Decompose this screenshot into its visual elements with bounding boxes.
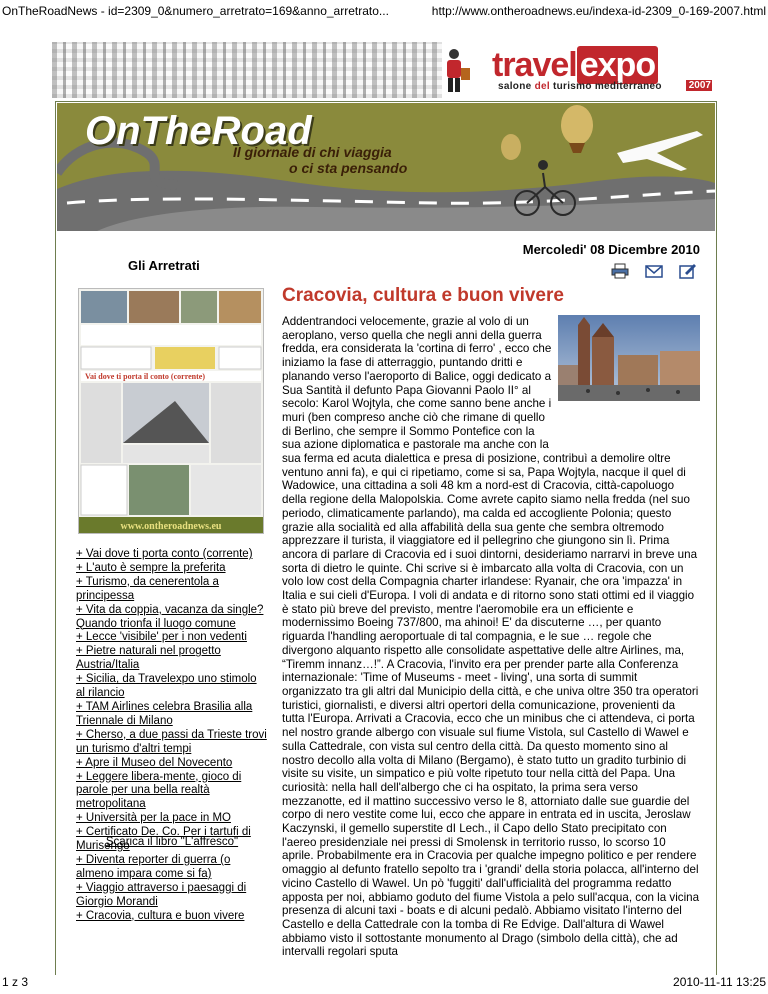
archive-link[interactable]: + Vita da coppia, vacanza da single? [76, 603, 264, 616]
banner-year: 2007 [686, 80, 712, 91]
current-date: Mercoledi' 08 Dicembre 2010 [522, 242, 700, 257]
print-header-url: http://www.ontheroadnews.eu/indexa-id-2309_0-169-2007.html [431, 4, 766, 18]
print-page-number: 1 z 3 [2, 975, 29, 989]
mag-url: www.ontheroadnews.eu [120, 521, 222, 532]
archive-link[interactable]: + Leggere libera-mente, gioco di parole per una bella realtà metropolitana [76, 770, 242, 811]
archive-link[interactable]: + Sicilia, da Travelexpo uno stimolo al rilancio [76, 673, 257, 700]
archive-link[interactable]: + Pietre naturali nel progetto Austria/Italia [76, 645, 221, 672]
banner-sub-c: turismo mediterraneo [549, 81, 662, 92]
site-subtitle-1: Il giornale di chi viaggia [233, 144, 392, 160]
banner-sub-a: salone [498, 81, 535, 92]
archive-link[interactable]: + Vai dove ti porta conto (corrente) [76, 548, 253, 560]
archive-link[interactable]: + Viaggio attraverso i paesaggi di Giorgio Morandi [76, 881, 247, 908]
archive-link[interactable]: + Lecce 'visibile' per i non vedenti [76, 631, 247, 644]
print-icon[interactable] [611, 263, 629, 279]
article-title: Cracovia, cultura e buon vivere [282, 285, 564, 306]
download-book-link[interactable]: Scarica il libro "L'affresco" [105, 836, 239, 848]
archive-link[interactable]: + Turismo, da cenerentola a principessa [76, 575, 219, 602]
archive-link[interactable]: + Apre il Museo del Novecento [76, 756, 233, 769]
travelexpo-banner[interactable] [52, 42, 712, 98]
banner-sub-b: del [534, 81, 550, 92]
brand-expo: expo [577, 46, 658, 84]
sidebar-heading: Gli Arretrati [128, 258, 200, 273]
archive-link[interactable]: + Certificato De. Co. Per i tartufi di Murisengo [76, 826, 251, 853]
mag-headline: Vai dove ti porta il conto (corrente) [85, 372, 205, 381]
hero-header [57, 103, 715, 231]
print-timestamp: 2010-11-11 13:25 [673, 975, 766, 989]
mail-icon[interactable] [645, 263, 663, 279]
traveller-figure-icon [434, 46, 474, 94]
site-subtitle-2: o ci sta pensando [289, 160, 408, 176]
archive-link[interactable]: + TAM Airlines celebra Brasilia alla Triennale di Milano [76, 700, 253, 727]
magazine-cover[interactable] [78, 288, 264, 534]
article-tools [611, 263, 701, 281]
article-body [282, 315, 700, 959]
archive-link[interactable]: + Cracovia, cultura e buon vivere [76, 909, 245, 922]
archive-link[interactable]: + L'auto è sempre la preferita [76, 561, 226, 574]
brand-travel: travel [492, 46, 577, 84]
archive-link[interactable]: + Cherso, a due passi da Trieste trovi un turismo d'altri tempi [76, 728, 267, 755]
article-text: Addentrandoci velocemente, grazie al volo di un aeroplano, verso quella che negli anni della guerra fredda, era considerata la 'cortina di ferro' , ecco che iniziamo la fase di atterraggio, puntando dritti e planando verso l'aeroporto di Balice, oggi dedicato a Sua Santità il defunto Papa Giovanni Paolo II° al secolo: Karol Wojtyla, che come sanno bene anche i muri (ben compreso anche ciò che rimane di quello di Berlino, che sempre il Sommo Pontefice con la sua azione diplomatica e pastorale ma anche con la sua ferma ed acuta dialettica e presa di posizione, contribuì a demolire oltre ventuno anni fa), e qui ci ripetiamo, come si sa, Papa Wojtyla, nacque il quel di Wadowice, una cittadina a soli 48 km a nord-est di Cracovia, città-capoluogo della regione della Malopolskia. Come avrete capito siamo nella fredda (nel suo periodo, climaticamente parlando), ma calda ed accogliente Polonia; questo grazie alla socialità ed alla affabilità della sua gente che sembra oltremodo apprezzare il turista, il viaggiatore ed il pellegrino che giungono sin lì. Prima ancora di parlare di Cracovia ed i suoi dintorni, desideriamo narrarvi in breve una sorta di dietro le quinte. Chi scrive si è imbarcato alla volta di Cracovia, con un volo low cost della Compagnia charter irlandese: Ryanair, che ora 'impazza' in Italia e sui cieli d'Europa. I voli di andata e di ritorno sono stati ottimi ed il viaggio è stato più breve del previsto, mentre l'aeromobile era un efficiente e modernissimo Boeing 737/800, ma ahinoi! E' da discuterne …, per quanto riguarda l'handling aeroportuale di tal compagnia, e le sue … regole che divergono alquanto rispetto alle consolidate aspettative delle altre Airlines, ma, “Tiremm innanz…!”. A Cracovia, l'invito era per prender parte alla Conferenza internazionale: 'Time of Museums - meet - living', una sorta di summit organizzato tra gli altri dal Municipio della città, e che univa oltre 350 tra operatori turistici, giornalisti, e diversi altri opertori della comunicazione, provenienti da tutta l'Europa. Arrivati a Cracovia, ecco che un minibus che ci attendeva, ci porta nel nostro grande albergo con visuale sul fiume Vistola, sul Castello di Wawel e sulla Cattedrale, con vista sul centro della città. Da questo momento sino al nostro decollo alla volta di Milano (Bergamo), è stato tutto un gradito turbinio di visite su visite, un simpatico e più volte ripetuto tour nella città del Papa. Una curiosità: nella hall dell'albergo che ci ha ospitato, la prima sera verso mezzanotte, ed il mattino successivo verso le 8, attorniato dalle sue guardie del corpo di nero vestite come lui, ecco che appare in entrata ed in uscita, Jeroslaw Kaczynski, il gemello superstite dI Lech., il Capo dello Stato precipitato con l'aereo presidenziale nei pressi di Smolensk in territorio russo, lo scorso 10 aprile. Probabilmente era in Cracovia per qualche impegno politico e per rendere omaggio al defunto fratello sepolto tra i 'grandi' della storia polacca, all'interno del vicino Castello di Wawel. Un pò 'fuggiti' dall'ufficialità del programma redatto apposta per noi, abbiamo goduto del fiume Vistola a pelo sull'acqua, con la vicina presenza di alcuni taxi - boats e di alcuni pedalò. Abbiamo visitato l'interno del Castello e della Cattedrale con la tomba di Re Edvige. Dall'altura di Wawel abbiamo visto il sottostante monumento al Drago (simbolo della città), che ad intervalli regolari sputa [282, 315, 700, 959]
krakow-photo [554, 315, 700, 443]
archive-link[interactable]: + Università per la pace in MO [76, 812, 231, 825]
edit-icon[interactable] [679, 263, 697, 279]
crowd-image [52, 42, 442, 98]
archive-link[interactable]: + Diventa reporter di guerra (o almeno impara come si fa) [76, 853, 231, 880]
archive-links [76, 548, 268, 923]
print-header-title: OnTheRoadNews - id=2309_0&numero_arretrato=169&anno_arretrato... [2, 4, 389, 18]
archive-link[interactable]: Quando trionfa il luogo comune [76, 617, 236, 630]
site-title: OnTheRoad [85, 109, 312, 153]
